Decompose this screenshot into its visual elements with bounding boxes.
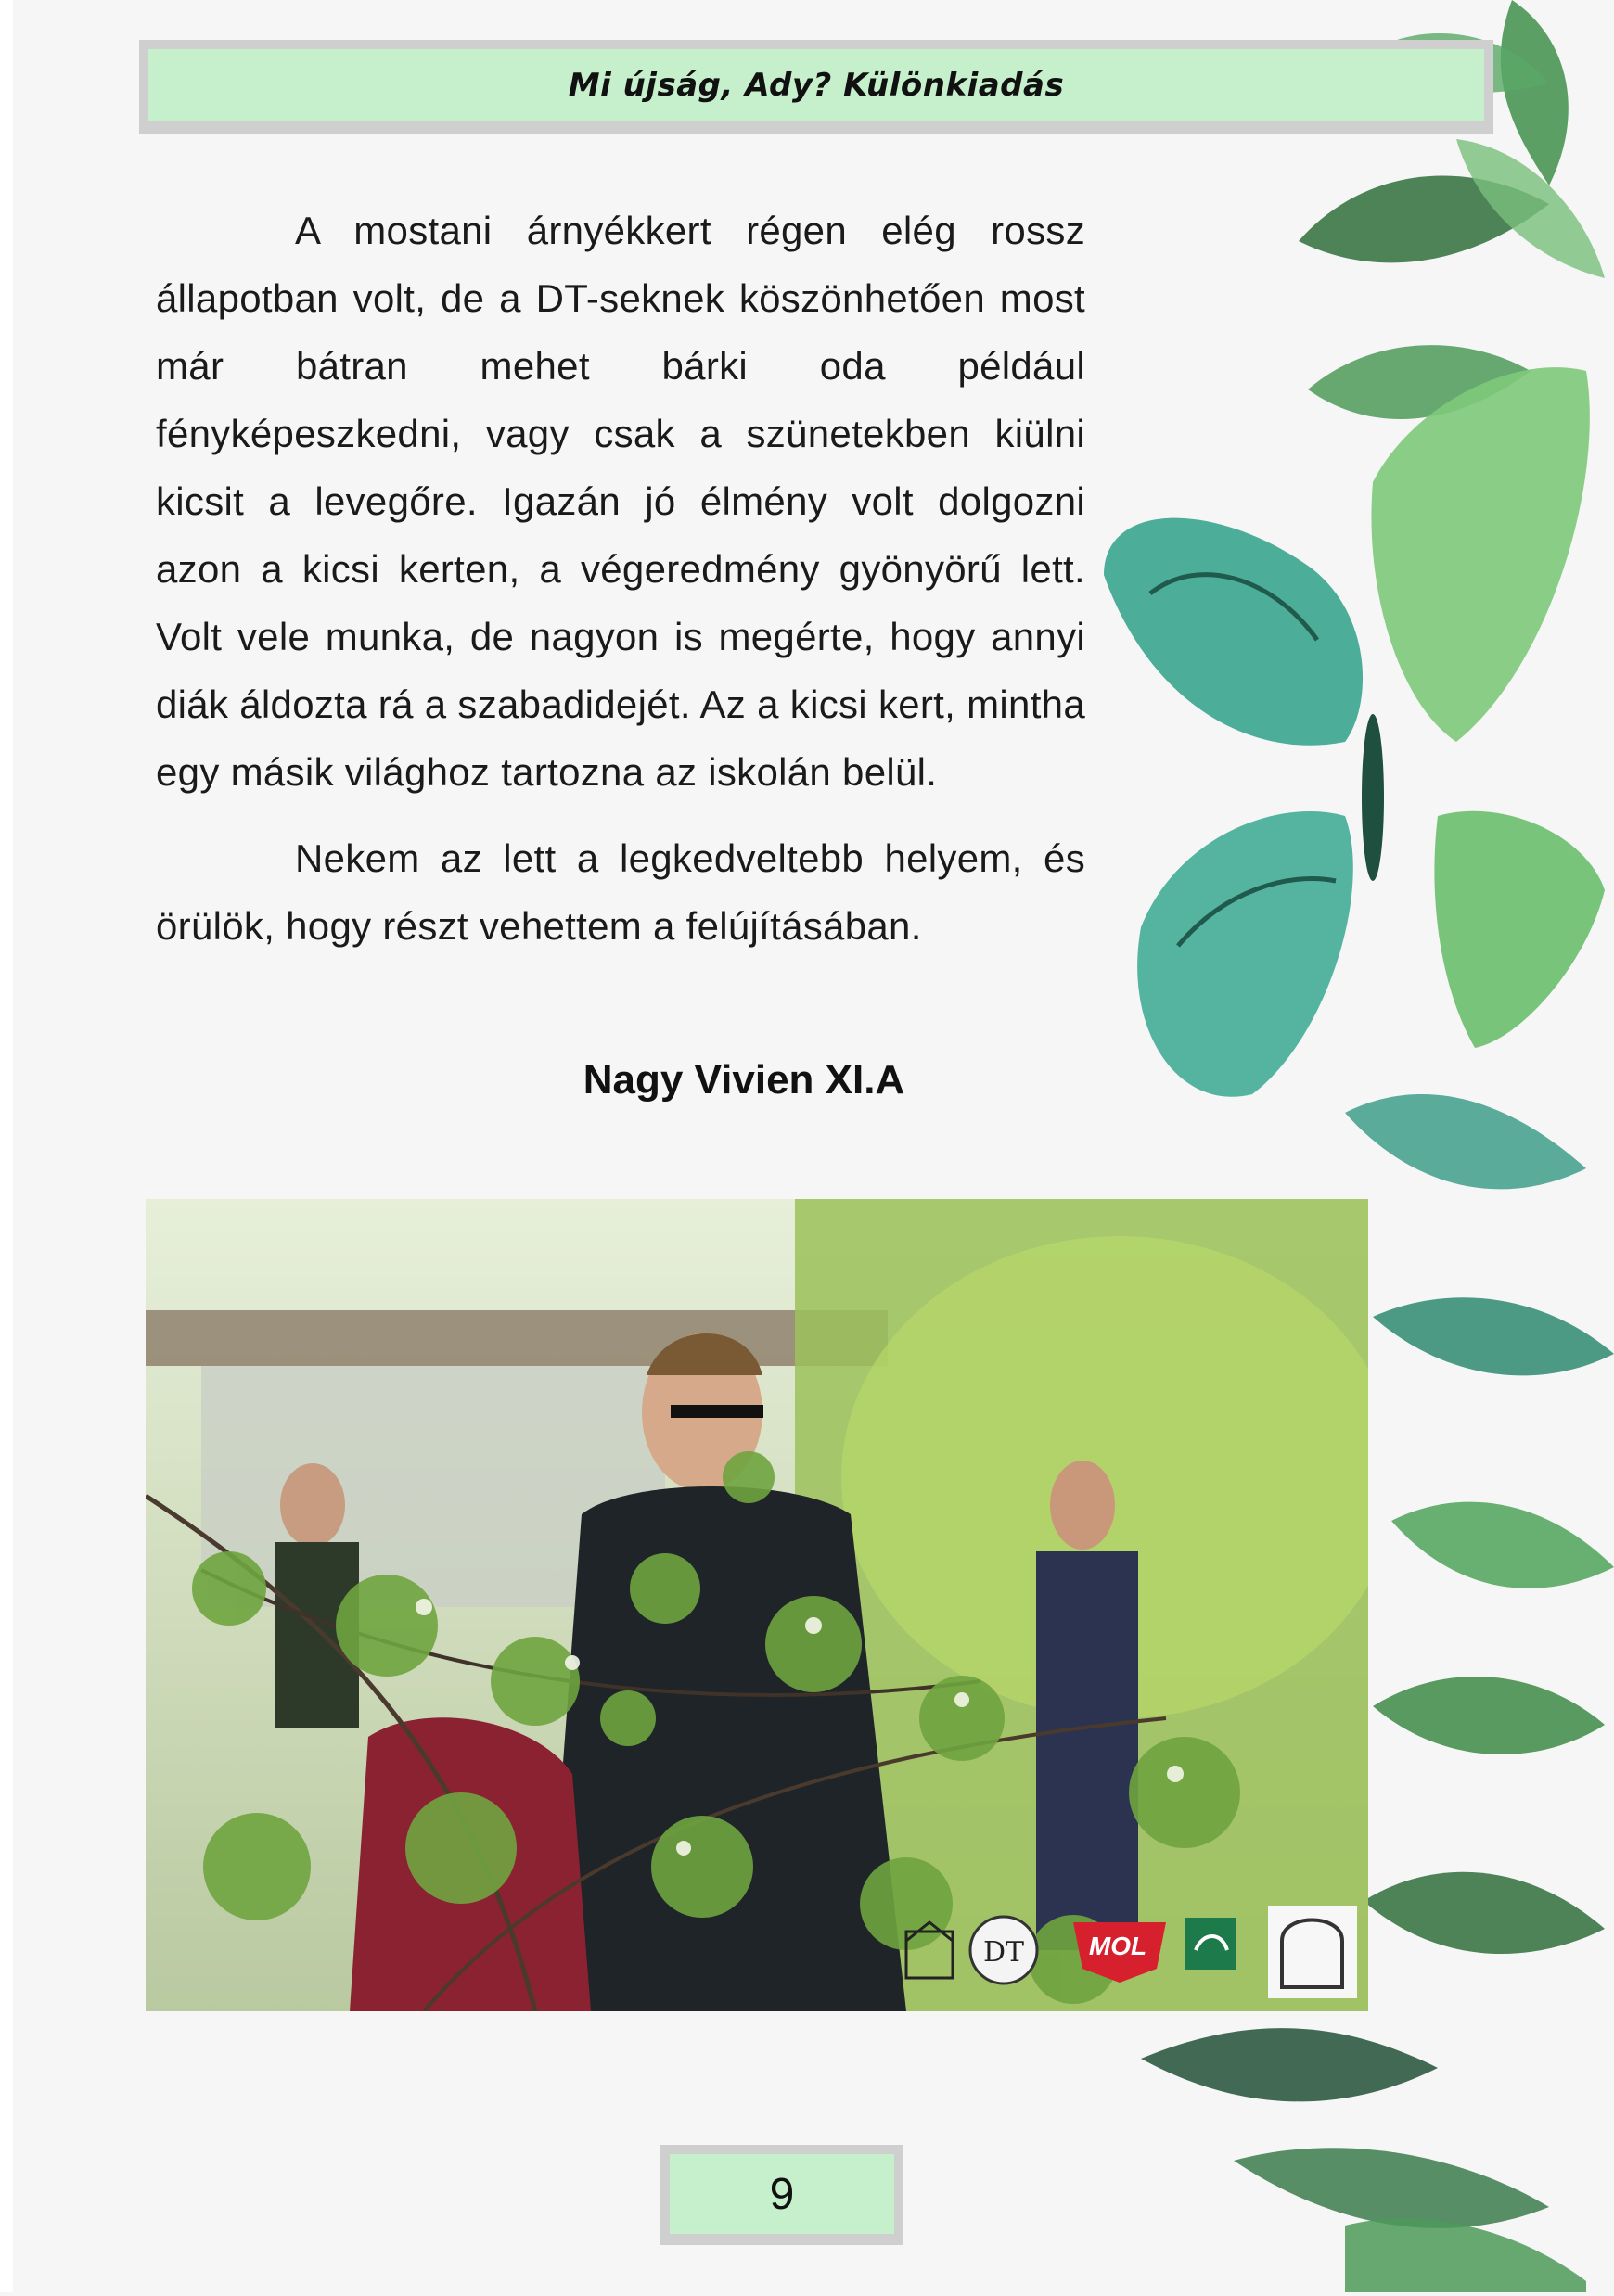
header-banner bbox=[139, 40, 1493, 134]
garden-photo bbox=[146, 1199, 1368, 2011]
page-number: 9 bbox=[769, 2169, 795, 2219]
page-edge bbox=[0, 0, 13, 2292]
publication-title: Mi újság, Ady? Különkiadás bbox=[568, 67, 1065, 104]
article-paragraph-2: Nekem az lett a legkedveltebb helyem, és örülök, hogy részt vehettem a felújításában. bbox=[156, 836, 1085, 948]
article-author: Nagy Vivien XI.A bbox=[583, 1057, 905, 1103]
header-banner-inner bbox=[148, 49, 1484, 121]
page-number-box-inner bbox=[670, 2154, 894, 2234]
page-number-box bbox=[660, 2145, 903, 2245]
article-paragraph-1: A mostani árnyékkert régen elég rossz állapotban volt, de a DT-seknek köszönhetően most már bátran mehet bárki oda például fényképeszkedni, vagy csak a szünetekben kiülni kicsit a levegőre. Igazán jó élmény volt dolgozni azon a kicsi kerten, a végeredmény gyönyörű lett. Volt vele munka, de nagyon is megérte, hogy annyi diák áldozta rá a szabadidejét. Az a kicsi kert, mintha egy másik világhoz tartozna az iskolán belül. bbox=[156, 209, 1085, 794]
foundation-logo bbox=[1185, 1918, 1236, 1970]
dt-logo bbox=[970, 1917, 1037, 1983]
article-body bbox=[156, 197, 1085, 978]
dt-logo-text: DT bbox=[982, 1936, 1025, 1969]
church-window-logo bbox=[1268, 1906, 1357, 1998]
mol-logo-text: MOL bbox=[1088, 1932, 1147, 1960]
